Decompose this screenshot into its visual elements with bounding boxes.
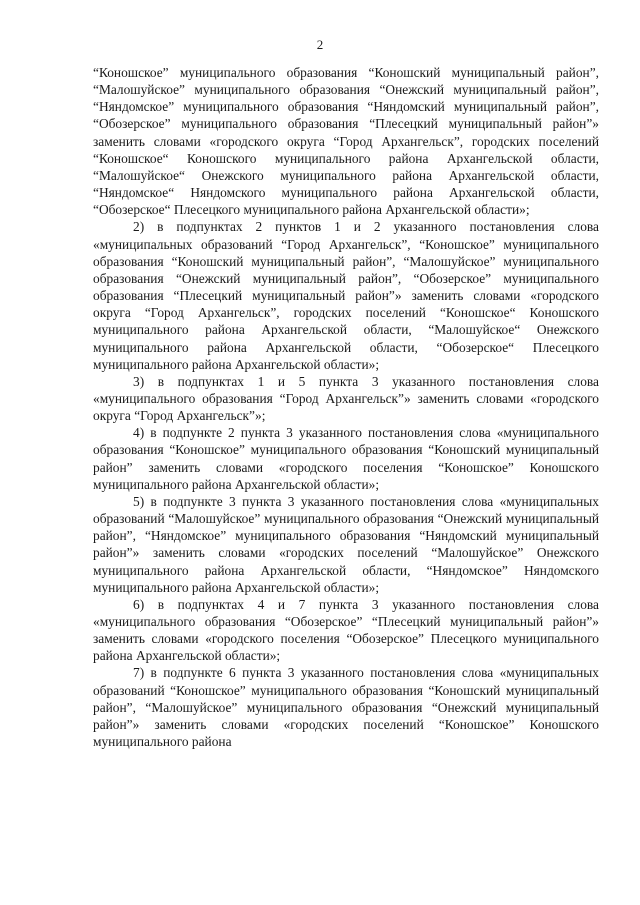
paragraph-item-3: 3) в подпунктах 1 и 5 пункта 3 указанного постановления слова «муниципального образования “Город Архангельск”» заменить словами «городского округа “Город Архангельск”»; <box>93 373 599 424</box>
paragraph-item-4: 4) в подпункте 2 пункта 3 указанного постановления слова «муниципального образования “Коношское” муниципального образования “Коношский муниципальный район” заменить словами «городского поселения “Коношское” Коношского муниципального района Архангельской области»; <box>93 425 599 492</box>
page-number: 2 <box>316 37 324 52</box>
paragraph-item-7: 7) в подпункте 6 пункта 3 указанного постановления слова «муниципальных образований “Коношское” муниципального образования “Коношский муниципальный район”, “Малошуйское” муниципального образования “Онежский муниципальный район”» заменить словами «городских поселений “Коношское” Коношского муниципального района <box>93 665 599 750</box>
paragraph-item-2: 2) в подпунктах 2 пунктов 1 и 2 указанного постановления слова «муниципальных образований “Город Архангельск”, “Коношское” муниципального образования “Коношский муниципальный район”, “Малошуйское” муниципального образования “Онежский муниципальный район”, “Обозерское” муниципального образования “Плесецкий муниципальный район”» заменить словами «городского округа “Город Архангельск”, городских поселений “Коношское“ Коношского муниципального района Архангельской области, “Малошуйское“ Онежского муниципального района Архангельской области, “Обозерское“ Плесецкого муниципального района Архангельской области»; <box>93 219 599 372</box>
document-body <box>93 64 599 750</box>
paragraph-continuation: “Коношское” муниципального образования “Коношский муниципальный район”, “Малошуйское” муниципального образования “Онежский муниципальный район”, “Няндомское” муниципального образования “Няндомский муниципальный район”, “Обозерское” муниципального образования “Плесецкий муниципальный район”» заменить словами «городского округа “Город Архангельск”, городских поселений “Коношское“ Коношского муниципального района Архангельской области, “Малошуйское“ Онежского муниципального района Архангельской области, “Няндомское“ Няндомского муниципального района Архангельской области, “Обозерское“ Плесецкого муниципального района Архангельской области»; <box>93 65 599 218</box>
paragraph-item-5: 5) в подпункте 3 пункта 3 указанного постановления слова «муниципальных образований “Малошуйское” муниципального образования “Онежский муниципальный район”, “Няндомское” муниципального образования “Няндомский муниципальный район”» заменить словами «городских поселений “Малошуйское” Онежского муниципального района Архангельской области, “Няндомское” Няндомского муниципального района Архангельской области»; <box>93 493 599 595</box>
paragraph-item-6: 6) в подпунктах 4 и 7 пункта 3 указанного постановления слова «муниципального образования “Обозерское” “Плесецкий муниципальный район”» заменить словами «городского поселения “Обозерское” Плесецкого муниципального района Архангельской области»; <box>93 596 599 664</box>
